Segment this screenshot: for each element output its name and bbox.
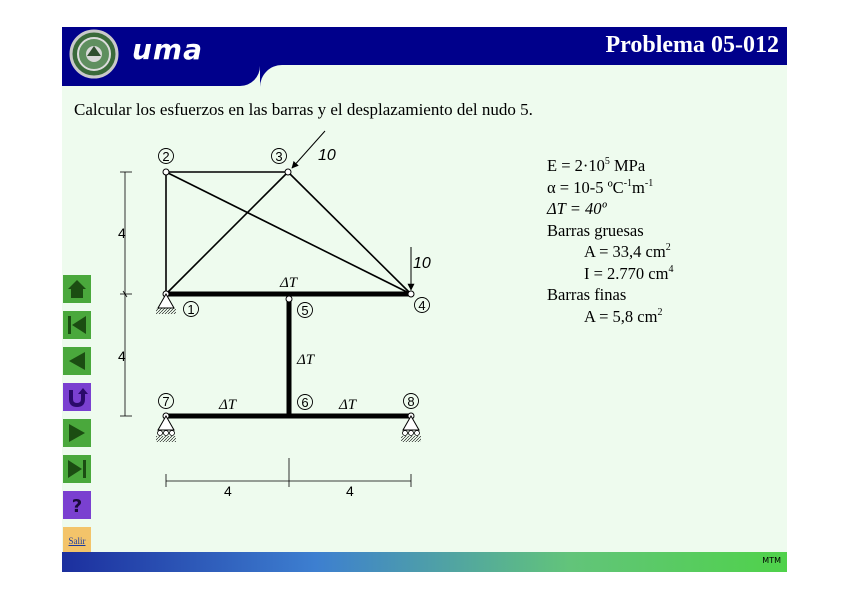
dim-label-right: 4 bbox=[346, 483, 354, 499]
prop-thin-area: A = 5,8 $cm^2$ bbox=[584, 306, 663, 326]
prop-temperature-change: ΔT = 40º bbox=[547, 199, 607, 218]
node-label-6: 6 bbox=[301, 395, 309, 410]
node-label-5: 5 bbox=[301, 303, 309, 318]
node-label-1: 1 bbox=[187, 302, 195, 317]
page-title: Problema 05-012 bbox=[605, 32, 779, 58]
prop-elastic-modulus: $E = 2\cdot 10^5$ MPa bbox=[547, 156, 646, 175]
load-label-node-4: 10 bbox=[413, 255, 431, 272]
last-page-button[interactable] bbox=[63, 455, 91, 483]
node-label-8: 8 bbox=[407, 394, 415, 409]
footer-bar bbox=[62, 552, 787, 572]
exit-button[interactable]: Salir bbox=[63, 527, 91, 555]
prop-thick-bars-label: Barras gruesas bbox=[547, 220, 644, 240]
home-button[interactable] bbox=[63, 275, 91, 303]
prop-thermal-coefficient: α = 10-5 $ºC^{-1}m^{-1}$ bbox=[547, 177, 654, 197]
thick-bars bbox=[166, 294, 411, 416]
vertical-dimension bbox=[120, 172, 132, 416]
thermal-label-5-6: ΔT bbox=[297, 352, 315, 368]
prop-thick-inertia: I = 2.770 $cm^4$ bbox=[584, 263, 674, 283]
dim-label-left: 4 bbox=[224, 483, 232, 499]
brand-logo-text: uma bbox=[132, 33, 204, 66]
first-page-button[interactable] bbox=[63, 311, 91, 339]
node-label-3: 3 bbox=[275, 149, 283, 164]
material-properties bbox=[547, 155, 673, 327]
thermal-label-7-6: ΔT bbox=[219, 397, 237, 413]
dim-label-upper: 4 bbox=[118, 225, 126, 241]
node-label-4: 4 bbox=[418, 298, 426, 313]
previous-page-button[interactable] bbox=[63, 347, 91, 375]
next-page-button[interactable] bbox=[63, 419, 91, 447]
prop-thin-bars-label: Barras finas bbox=[547, 285, 627, 304]
pinned-support-1 bbox=[156, 294, 176, 314]
thermal-label-6-8: ΔT bbox=[339, 397, 357, 413]
node-label-2: 2 bbox=[162, 149, 170, 164]
truss-diagram bbox=[62, 27, 787, 552]
dim-label-lower: 4 bbox=[118, 348, 126, 364]
slide bbox=[62, 27, 787, 572]
help-button[interactable] bbox=[63, 491, 91, 519]
thermal-label-1-4: ΔT bbox=[280, 275, 298, 291]
roller-support-8 bbox=[401, 416, 421, 442]
footer-label: MTM bbox=[762, 556, 781, 565]
roller-support-7 bbox=[156, 416, 176, 442]
problem-statement: Calcular los esfuerzos en las barras y el desplazamiento del nudo 5. bbox=[74, 100, 533, 119]
horizontal-dimension bbox=[166, 458, 411, 487]
back-button[interactable] bbox=[63, 383, 91, 411]
svg-text:?: ? bbox=[71, 496, 83, 517]
node-label-7: 7 bbox=[162, 394, 170, 409]
prop-thick-area: A = 33,4 $cm^2$ bbox=[584, 242, 671, 261]
load-label-node-3: 10 bbox=[318, 147, 336, 164]
